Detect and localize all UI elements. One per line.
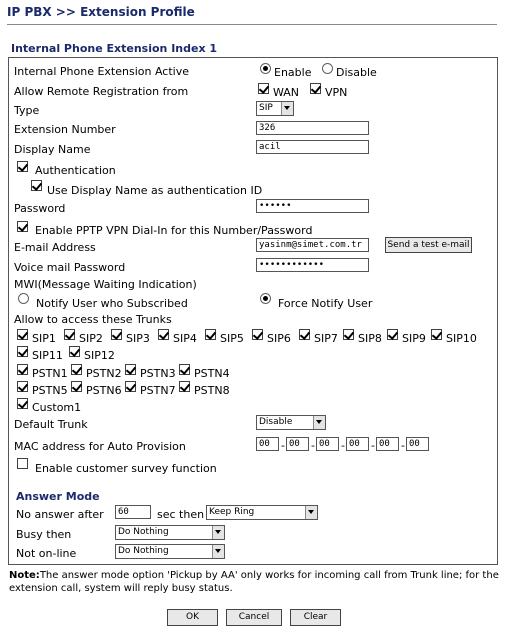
no-answer-action-value: Keep Ring <box>209 507 255 517</box>
mac-octet-5[interactable]: 00 <box>376 437 399 451</box>
mac-octet-4[interactable]: 00 <box>346 437 369 451</box>
section-title: Internal Phone Extension Index 1 <box>11 42 218 55</box>
active-disable-label: Disable <box>336 66 377 79</box>
type-label: Type <box>14 104 40 117</box>
sec-then-label: sec then <box>157 508 205 521</box>
trunk-pstn5-label: PSTN5 <box>32 384 68 397</box>
trunk-pstn1-checkbox[interactable] <box>17 364 28 375</box>
mac-octet-1[interactable]: 00 <box>256 437 279 451</box>
active-enable-label: Enable <box>274 66 312 79</box>
trunk-pstn8-checkbox[interactable] <box>179 381 190 392</box>
trunk-pstn2-label: PSTN2 <box>86 367 122 380</box>
busy-action-select[interactable] <box>115 525 225 540</box>
trunk-pstn4-checkbox[interactable] <box>179 364 190 375</box>
title-divider <box>7 24 497 25</box>
default-trunk-select[interactable] <box>256 415 326 430</box>
ext-number-input[interactable]: 326 <box>256 121 369 135</box>
trunk-pstn3-label: PSTN3 <box>140 367 176 380</box>
trunk-sip10-checkbox[interactable] <box>431 329 442 340</box>
trunk-sip12-checkbox[interactable] <box>69 346 80 357</box>
trunk-sip7-label: SIP7 <box>314 332 338 345</box>
trunk-sip6-checkbox[interactable] <box>252 329 263 340</box>
active-disable-radio[interactable] <box>322 63 333 74</box>
note-body: The answer mode option 'Pickup by AA' only works for incoming call from Trunk line; for the extension call, system will reply busy status. <box>9 570 499 594</box>
voicemail-label: Voice mail Password <box>14 261 126 274</box>
authentication-checkbox[interactable] <box>17 161 28 172</box>
email-input[interactable]: yasinm@simet.com.tr <box>256 238 369 252</box>
chevron-down-icon <box>212 526 224 539</box>
mac-separator: - <box>311 439 315 452</box>
force-notify-label: Force Notify User <box>278 297 373 310</box>
pptp-label: Enable PPTP VPN Dial-In for this Number/Password <box>35 224 313 237</box>
trunk-pstn8-label: PSTN8 <box>194 384 230 397</box>
ok-button[interactable]: OK <box>167 609 218 626</box>
trunk-sip5-checkbox[interactable] <box>205 329 216 340</box>
mac-octet-6[interactable]: 00 <box>406 437 429 451</box>
trunk-custom1-label: Custom1 <box>32 401 82 414</box>
trunk-pstn6-checkbox[interactable] <box>71 381 82 392</box>
trunk-pstn3-checkbox[interactable] <box>125 364 136 375</box>
trunk-custom1-checkbox[interactable] <box>17 398 28 409</box>
trunk-sip6-label: SIP6 <box>267 332 291 345</box>
remote-label: Allow Remote Registration from <box>14 85 189 98</box>
no-answer-label: No answer after <box>16 508 104 521</box>
default-trunk-label: Default Trunk <box>14 418 88 431</box>
pptp-checkbox[interactable] <box>17 221 28 232</box>
wan-label: WAN <box>273 86 300 99</box>
chevron-down-icon <box>313 416 325 429</box>
trunk-sip4-checkbox[interactable] <box>158 329 169 340</box>
email-label: E-mail Address <box>14 241 96 254</box>
password-input[interactable]: •••••• <box>256 199 369 213</box>
chevron-down-icon <box>305 506 317 519</box>
trunk-sip4-label: SIP4 <box>173 332 197 345</box>
display-name-input[interactable]: acil <box>256 140 369 154</box>
vpn-checkbox[interactable] <box>310 83 321 94</box>
authentication-label: Authentication <box>35 164 116 177</box>
trunk-sip9-checkbox[interactable] <box>387 329 398 340</box>
trunk-sip3-checkbox[interactable] <box>111 329 122 340</box>
cancel-button[interactable]: Cancel <box>226 609 282 626</box>
vpn-label: VPN <box>325 86 348 99</box>
trunk-pstn1-label: PSTN1 <box>32 367 68 380</box>
mac-separator: - <box>341 439 345 452</box>
trunks-label: Allow to access these Trunks <box>14 313 172 326</box>
trunk-sip10-label: SIP10 <box>446 332 477 345</box>
busy-label: Busy then <box>16 528 72 541</box>
notify-subscribed-label: Notify User who Subscribed <box>36 297 188 310</box>
busy-action-value: Do Nothing <box>118 527 169 537</box>
display-name-label: Display Name <box>14 143 91 156</box>
clear-button[interactable]: Clear <box>290 609 341 626</box>
trunk-sip8-checkbox[interactable] <box>343 329 354 340</box>
force-notify-radio[interactable] <box>260 293 271 304</box>
default-trunk-value: Disable <box>259 417 293 427</box>
answer-mode-title: Answer Mode <box>16 490 100 503</box>
trunk-pstn7-label: PSTN7 <box>140 384 176 397</box>
type-select[interactable] <box>256 101 294 116</box>
trunk-pstn6-label: PSTN6 <box>86 384 122 397</box>
trunk-pstn7-checkbox[interactable] <box>125 381 136 392</box>
trunk-sip8-label: SIP8 <box>358 332 382 345</box>
mac-octet-2[interactable]: 00 <box>286 437 309 451</box>
survey-label: Enable customer survey function <box>35 462 217 475</box>
mac-separator: - <box>371 439 375 452</box>
trunk-sip1-checkbox[interactable] <box>17 329 28 340</box>
offline-action-select[interactable] <box>115 544 225 559</box>
page-title: IP PBX >> Extension Profile <box>7 5 195 19</box>
trunk-sip1-label: SIP1 <box>32 332 56 345</box>
trunk-sip11-label: SIP11 <box>32 349 63 362</box>
wan-checkbox[interactable] <box>258 83 269 94</box>
trunk-sip3-label: SIP3 <box>126 332 150 345</box>
offline-label: Not on-line <box>16 547 77 560</box>
no-answer-action-select[interactable] <box>206 505 318 520</box>
chevron-down-icon <box>212 545 224 558</box>
trunk-sip2-checkbox[interactable] <box>64 329 75 340</box>
ext-number-label: Extension Number <box>14 123 116 136</box>
trunk-sip7-checkbox[interactable] <box>299 329 310 340</box>
note-text <box>9 569 499 595</box>
trunk-sip11-checkbox[interactable] <box>17 346 28 357</box>
send-test-email-button[interactable]: Send a test e-mail <box>385 237 472 253</box>
password-label: Password <box>14 202 66 215</box>
survey-checkbox[interactable] <box>17 458 28 469</box>
type-select-value: SIP <box>259 103 273 113</box>
note-prefix: Note: <box>9 570 40 581</box>
chevron-down-icon <box>281 102 293 115</box>
trunk-sip12-label: SIP12 <box>84 349 115 362</box>
trunk-sip9-label: SIP9 <box>402 332 426 345</box>
use-display-name-checkbox[interactable] <box>31 180 42 191</box>
notify-subscribed-radio[interactable] <box>18 293 29 304</box>
active-enable-radio[interactable] <box>260 63 271 74</box>
offline-action-value: Do Nothing <box>118 546 169 556</box>
no-answer-seconds-input[interactable]: 60 <box>115 505 151 519</box>
mac-separator: - <box>401 439 405 452</box>
voicemail-password-input[interactable]: •••••••••••• <box>256 258 369 272</box>
active-label: Internal Phone Extension Active <box>14 65 189 78</box>
mac-label: MAC address for Auto Provision <box>14 440 186 453</box>
mac-separator: - <box>281 439 285 452</box>
mwi-label: MWI(Message Waiting Indication) <box>14 278 197 291</box>
use-display-name-label: Use Display Name as authentication ID <box>47 184 263 197</box>
trunk-sip5-label: SIP5 <box>220 332 244 345</box>
trunk-pstn2-checkbox[interactable] <box>71 364 82 375</box>
trunk-pstn4-label: PSTN4 <box>194 367 230 380</box>
mac-octet-3[interactable]: 00 <box>316 437 339 451</box>
trunk-pstn5-checkbox[interactable] <box>17 381 28 392</box>
trunk-sip2-label: SIP2 <box>79 332 103 345</box>
